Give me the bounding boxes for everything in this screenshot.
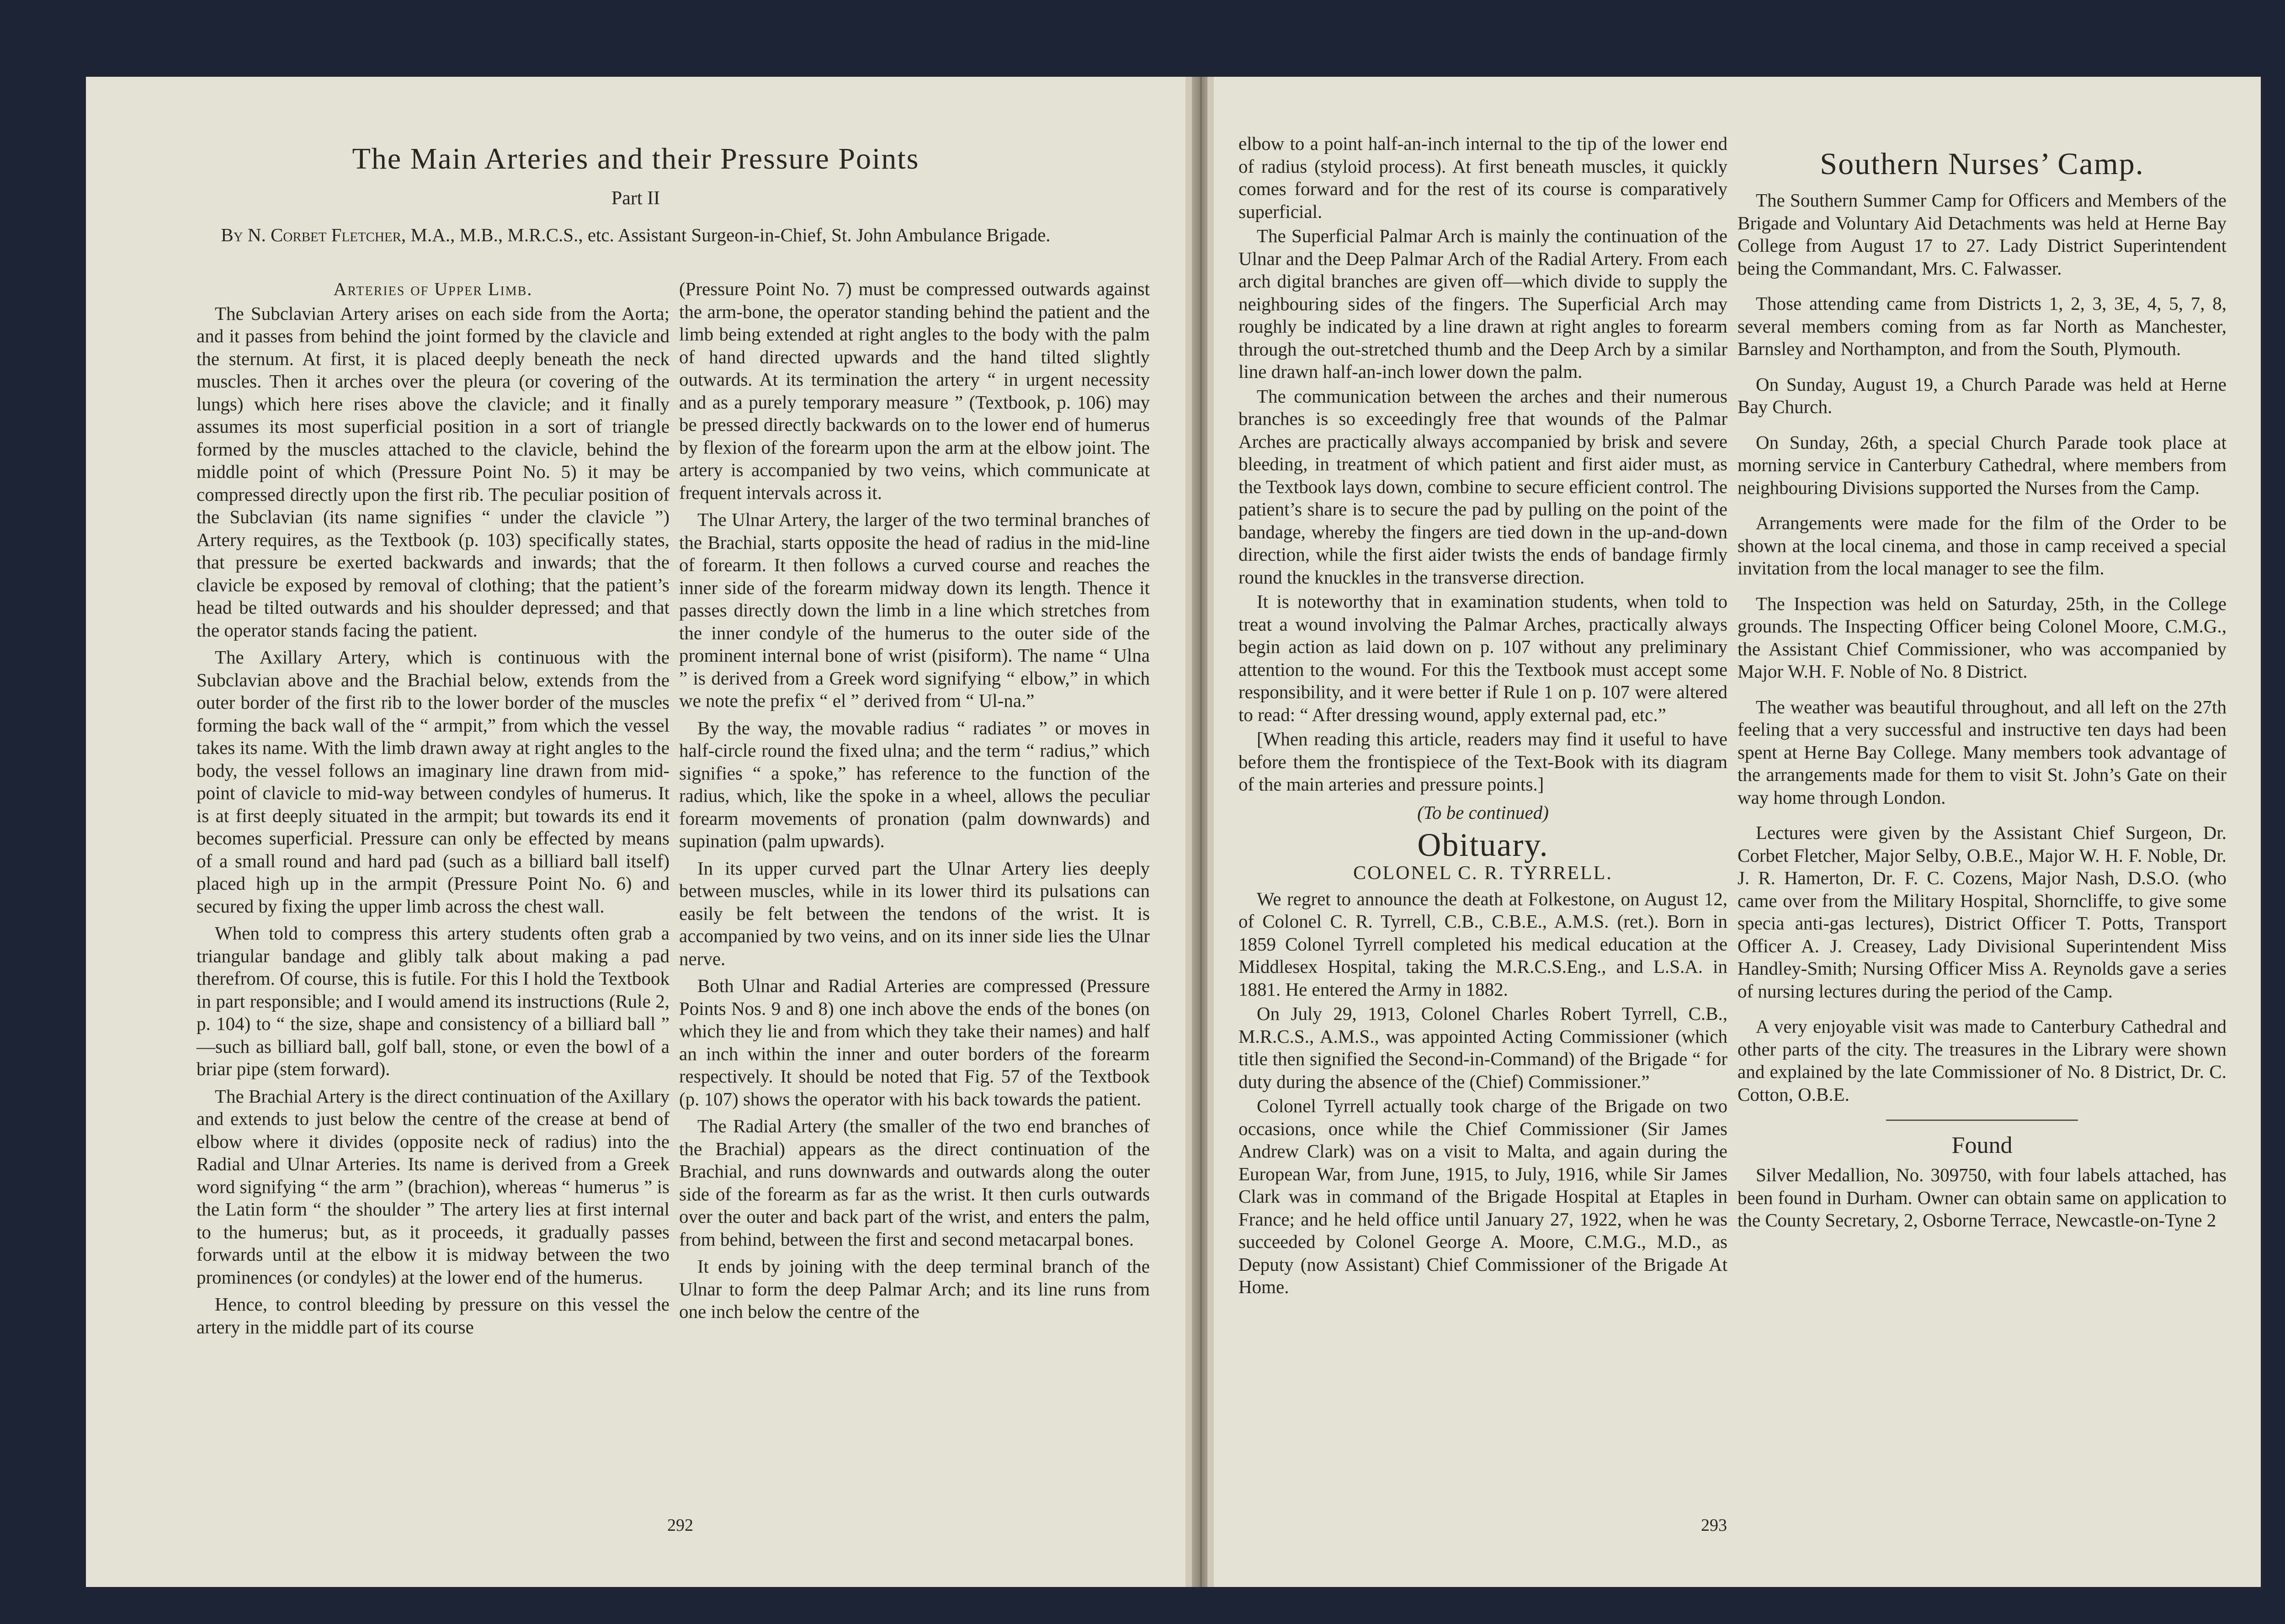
paragraph: Both Ulnar and Radial Arteries are compressed (Pressure Points Nos. 9 and 8) one inch above the ends of the bones (on which they lie and from which they take their names) and half an inch within the inner and outer borders of the forearm respectively. It should be noted that Fig. 57 of the Textbook (p. 107) shows the operator with his back towards the patient. xyxy=(679,975,1150,1109)
paragraph: The Superficial Palmar Arch is mainly the continuation of the Ulnar and the Deep Palmar Arch of the Radial Artery. From each arch digital branches are given off—which divide to supply the neighbouring sides of the fingers. The Superficial Arch may roughly be indicated by a line drawn at right angles to forearm through the out-stretched thumb and the Deep Arch by a similar line drawn half-an-inch lower down the palm. xyxy=(1238,225,1727,382)
paragraph: The Subclavian Artery arises on each side from the Aorta; and it passes from behind the joint formed by the clavicle and the sternum. At first, it is placed deeply beneath the neck muscles. Then it arches over the pleura (or covering of the lungs) which here rises above the clavicle; and it finally assumes its most superficial position in a sort of triangle formed by the muscles attached to the clavicle, behind the middle point of which (Pressure Point No. 5) it may be compressed directly upon the first rib. The peculiar position of the Subclavian (its name signifies “ under the clavicle ”) Artery requires, as the Textbook (p. 103) specifically states, that pressure be exerted backwards and inwards; that the clavicle be exposed by removal of clothing; that the patient’s head be tilted outwards and his shoulder depressed; and that the operator stands facing the patient. xyxy=(197,303,670,641)
paragraph: A very enjoyable visit was made to Canterbury Cathedral and other parts of the city. The treasures in the Library were shown and explained by the late Commissioner of No. 8 District, Dr. C. Cotton, O.B.E. xyxy=(1738,1016,2227,1105)
camp-title: Southern Nurses’ Camp. xyxy=(1820,146,2144,181)
section-divider xyxy=(1886,1120,2078,1121)
paragraph: Hence, to control bleeding by pressure on this vessel the artery in the middle part of its course xyxy=(197,1294,670,1337)
paragraph: The Inspection was held on Saturday, 25th, in the College grounds. The Inspecting Officer being Colonel Moore, C.M.G., the Assistant Chief Commissioner, who was accompanied by Major W.H. F. Noble of No. 8 District. xyxy=(1738,593,2227,682)
paragraph: elbow to a point half-an-inch internal to the tip of the lower end of radius (styloid process). At first beneath muscles, it quickly comes forward and for the rest of its course is comparatively superficial. xyxy=(1238,133,1727,222)
right-page xyxy=(1207,77,2261,1587)
paragraph: In its upper curved part the Ulnar Artery lies deeply between muscles, while in its lower third its pulsations can easily be felt between the tendons of the wrist. It is accompanied by two veins, and on its inner side lies the Ulnar nerve. xyxy=(679,857,1150,969)
paragraph: The Southern Summer Camp for Officers and Members of the Brigade and Voluntary Aid Detachments was held at Herne Bay College from August 17 to 27. Lady District Superintendent being the Commandant, Mrs. C. Falwasser. xyxy=(1738,190,2227,279)
paragraph: It is noteworthy that in examination students, when told to treat a wound involving the Palmar Arches, practically always begin action as laid down on p. 107 without any preliminary attention to the wound. For this the Textbook must accept some responsibility, and it were better if Rule 1 on p. 107 were altered to read: “ After dressing wound, apply external pad, etc.” xyxy=(1238,591,1727,725)
byline-credentials: M.A., M.B., M.R.C.S., etc. Assistant Surgeon-in-Chief, St. John Ambulance Brigade. xyxy=(406,224,1051,245)
page-number: 292 xyxy=(667,1516,693,1535)
paragraph: The Ulnar Artery, the larger of the two terminal branches of the Brachial, starts opposite the head of radius in the mid-line of forearm. It then follows a curved course and reaches the inner side of the forearm midway down its length. Thence it passes directly down the limb in a line which stretches from the inner condyle of the humerus to the outer side of the prominent internal bone of wrist (pisiform). The name “ Ulna ” is derived from a Greek word signifying “ elbow,” in which we note the prefix “ el ” derived from “ Ul-na.” xyxy=(679,509,1150,711)
byline-author: By N. Corbet Fletcher, xyxy=(221,224,406,245)
paragraph: [When reading this article, readers may find it useful to have before them the frontispiece of the Text-Book with its diagram of the main arteries and pressure points.] xyxy=(1238,728,1727,795)
left-column-2 xyxy=(679,278,1150,1328)
left-page xyxy=(86,77,1192,1587)
right-column-2 xyxy=(1738,145,2227,1232)
article-subtitle: Part II xyxy=(611,188,660,209)
paragraph: The communication between the arches and their numerous branches is so exceedingly free that wounds of the Palmar Arches are practically always accompanied by brisk and severe bleeding, in treatment of which patient and first aider must, as the Textbook lays down, combine to secure efficient control. The patient’s share is to secure the pad by pulling on the point of the bandage, whereby the fingers are tied down in the up-and-down direction, while the first aider twists the ends of bandage firmly round the knuckles in the transverse direction. xyxy=(1238,385,1727,588)
obituary-subtitle: COLONEL C. R. TYRRELL. xyxy=(1353,863,1613,884)
page-number: 293 xyxy=(1701,1516,1727,1535)
paragraph: By the way, the movable radius “ radiates ” or moves in half-circle round the fixed ulna; and the term “ radius,” which signifies “ a spoke,” has reference to the function of the radius, which, like the spoke in a wheel, allows the peculiar forearm movements of pronation (palm downwards) and supination (palm upwards). xyxy=(679,717,1150,851)
paragraph: The Brachial Artery is the direct continuation of the Axillary and extends to just below the centre of the crease at bend of elbow where it divides (opposite neck of radius) into the Radial and Ulnar Arteries. Its name is derived from a Greek word signifying “ the arm ” (brachion), whereas “ humerus ” is the Latin form “ the shoulder ” The artery lies at first internal to the humerus; but, as it proceeds, it gradually passes forwards until at the elbow it is midway between the two prominences (or condyles) at the lower end of the humerus. xyxy=(197,1085,670,1288)
paragraph: On July 29, 1913, Colonel Charles Robert Tyrrell, C.B., M.R.C.S., A.M.S., was appointed Acting Commissioner (which title then signified the Second-in-Command) of the Brigade “ for duty during the absence of the (Chief) Commissioner.” xyxy=(1238,1003,1727,1092)
paragraph: On Sunday, August 19, a Church Parade was held at Herne Bay Church. xyxy=(1738,373,2227,417)
paragraph: Silver Medallion, No. 309750, with four labels attached, has been found in Durham. Owner can obtain same on application to the County Secretary, 2, Osborne Terrace, Newcastle-on-Tyne 2 xyxy=(1738,1164,2227,1231)
paragraph: When told to compress this artery students often grab a triangular bandage and glibly talk about making a pad therefrom. Of course, this is futile. For this I hold the Textbook in part responsible; and I would amend its instructions (Rule 2, p. 104) to “ the size, shape and consistency of a billiard ball ” —such as billiard ball, golf ball, stone, or even the bowl of a briar pipe (stem forward). xyxy=(197,923,670,1079)
paragraph: Arrangements were made for the film of the Order to be shown at the local cinema, and those in camp received a special invitation from the local manager to see the film. xyxy=(1738,512,2227,578)
obituary-title: Obituary. xyxy=(1417,827,1549,863)
paragraph: Lectures were given by the Assistant Chief Surgeon, Dr. Corbet Fletcher, Major Selby, O.B.E., Major W. H. F. Noble, Dr. J. R. Hamerton, Dr. F. C. Cozens, Major Nash, D.S.O. (who came over from the Military Hospital, Shorncliffe, to give some specia anti-gas lectures), District Officer T. Potts, Transport Officer A. J. Creasey, Lady Divisional Superintendent Miss Handley-Smith; Nursing Officer Miss A. Reynolds gave a series of nursing lectures during the period of the Camp. xyxy=(1738,822,2227,1002)
paragraph: The Radial Artery (the smaller of the two end branches of the Brachial) appears as the direct continuation of the Brachial, and runs downwards and outwards along the outer side of the forearm as far as the wrist. It then curls outwards over the outer and back part of the wrist, and enters the palm, from behind, between the first and second metacarpal bones. xyxy=(679,1115,1150,1250)
paragraph: The Axillary Artery, which is continuous with the Subclavian above and the Brachial below, extends from the outer border of the first rib to the lower border of the muscles forming the back wall of the “ armpit,” from which the vessel takes its name. With the limb drawn away at right angles to the body, the vessel follows an imaginary line drawn from mid-point of clavicle to mid-way between condyles of humerus. It is at first deeply situated in the armpit; but towards its end it becomes superficial. Pressure can only be effected by means of a small round and hard pad (such as a billiard ball itself) placed high up in the armpit (Pressure Point No. 6) and secured by fixing the upper limb across the chest wall. xyxy=(197,647,670,917)
paragraph: We regret to announce the death at Folkestone, on August 12, of Colonel C. R. Tyrrell, C.B., C.B.E., A.M.S. (ret.). Born in 1859 Colonel Tyrrell completed his medical education at the Middlesex Hospital, taking the M.R.C.S.Eng., and L.S.A. in 1881. He entered the Army in 1882. xyxy=(1238,888,1727,1000)
paragraph: The weather was beautiful throughout, and all left on the 27th feeling that a very successful and instructive ten days had been spent at Herne Bay College. Many members took advantage of the arrangements made for them to visit St. John’s Gate on their way home through London. xyxy=(1738,696,2227,808)
paragraph: It ends by joining with the deep terminal branch of the Ulnar to form the deep Palmar Arch; and its line runs from one inch below the centre of the xyxy=(679,1256,1150,1322)
paragraph: (Pressure Point No. 7) must be compressed outwards against the arm-bone, the operator standing behind the patient and the limb being extended at right angles to the body with the palm of hand directed upwards and the hand tilted slightly outwards. At its termination the artery “ in urgent necessity and as a purely temporary measure ” (Textbook, p. 106) may be pressed directly backwards on to the lower end of humerus by flexion of the forearm upon the arm at the elbow joint. The artery is accompanied by two veins, which communicate at frequent intervals across it. xyxy=(679,278,1150,503)
paragraph: Colonel Tyrrell actually took charge of the Brigade on two occasions, once while the Chief Commissioner (Sir James Andrew Clark) was on a visit to Malta, and again during the European War, from June, 1915, to July, 1916, while Sir James Clark was in command of the Brigade Hospital at Etaples in France; and he held office until January 27, 1922, when he was succeeded by Colonel George A. Moore, C.M.G., M.D., as Deputy (now Assistant) Chief Commissioner of the Brigade At Home. xyxy=(1238,1095,1727,1297)
section-heading: Arteries of Upper Limb. xyxy=(333,279,533,299)
article-byline xyxy=(86,224,1185,246)
right-column-1 xyxy=(1238,133,1727,1300)
article-title: The Main Arteries and their Pressure Points xyxy=(352,142,919,175)
paragraph: Those attending came from Districts 1, 2, 3, 3E, 4, 5, 7, 8, several members coming from as far North as Manchester, Barnsley and Northampton, and from the South, Plymouth. xyxy=(1738,293,2227,359)
to-be-continued: (To be continued) xyxy=(1417,801,1549,823)
found-title: Found xyxy=(1951,1132,2013,1158)
left-column-1 xyxy=(197,278,670,1343)
paragraph: On Sunday, 26th, a special Church Parade took place at morning service in Canterbury Cathedral, where members from neighbouring Divisions supported the Nurses from the Camp. xyxy=(1738,431,2227,498)
